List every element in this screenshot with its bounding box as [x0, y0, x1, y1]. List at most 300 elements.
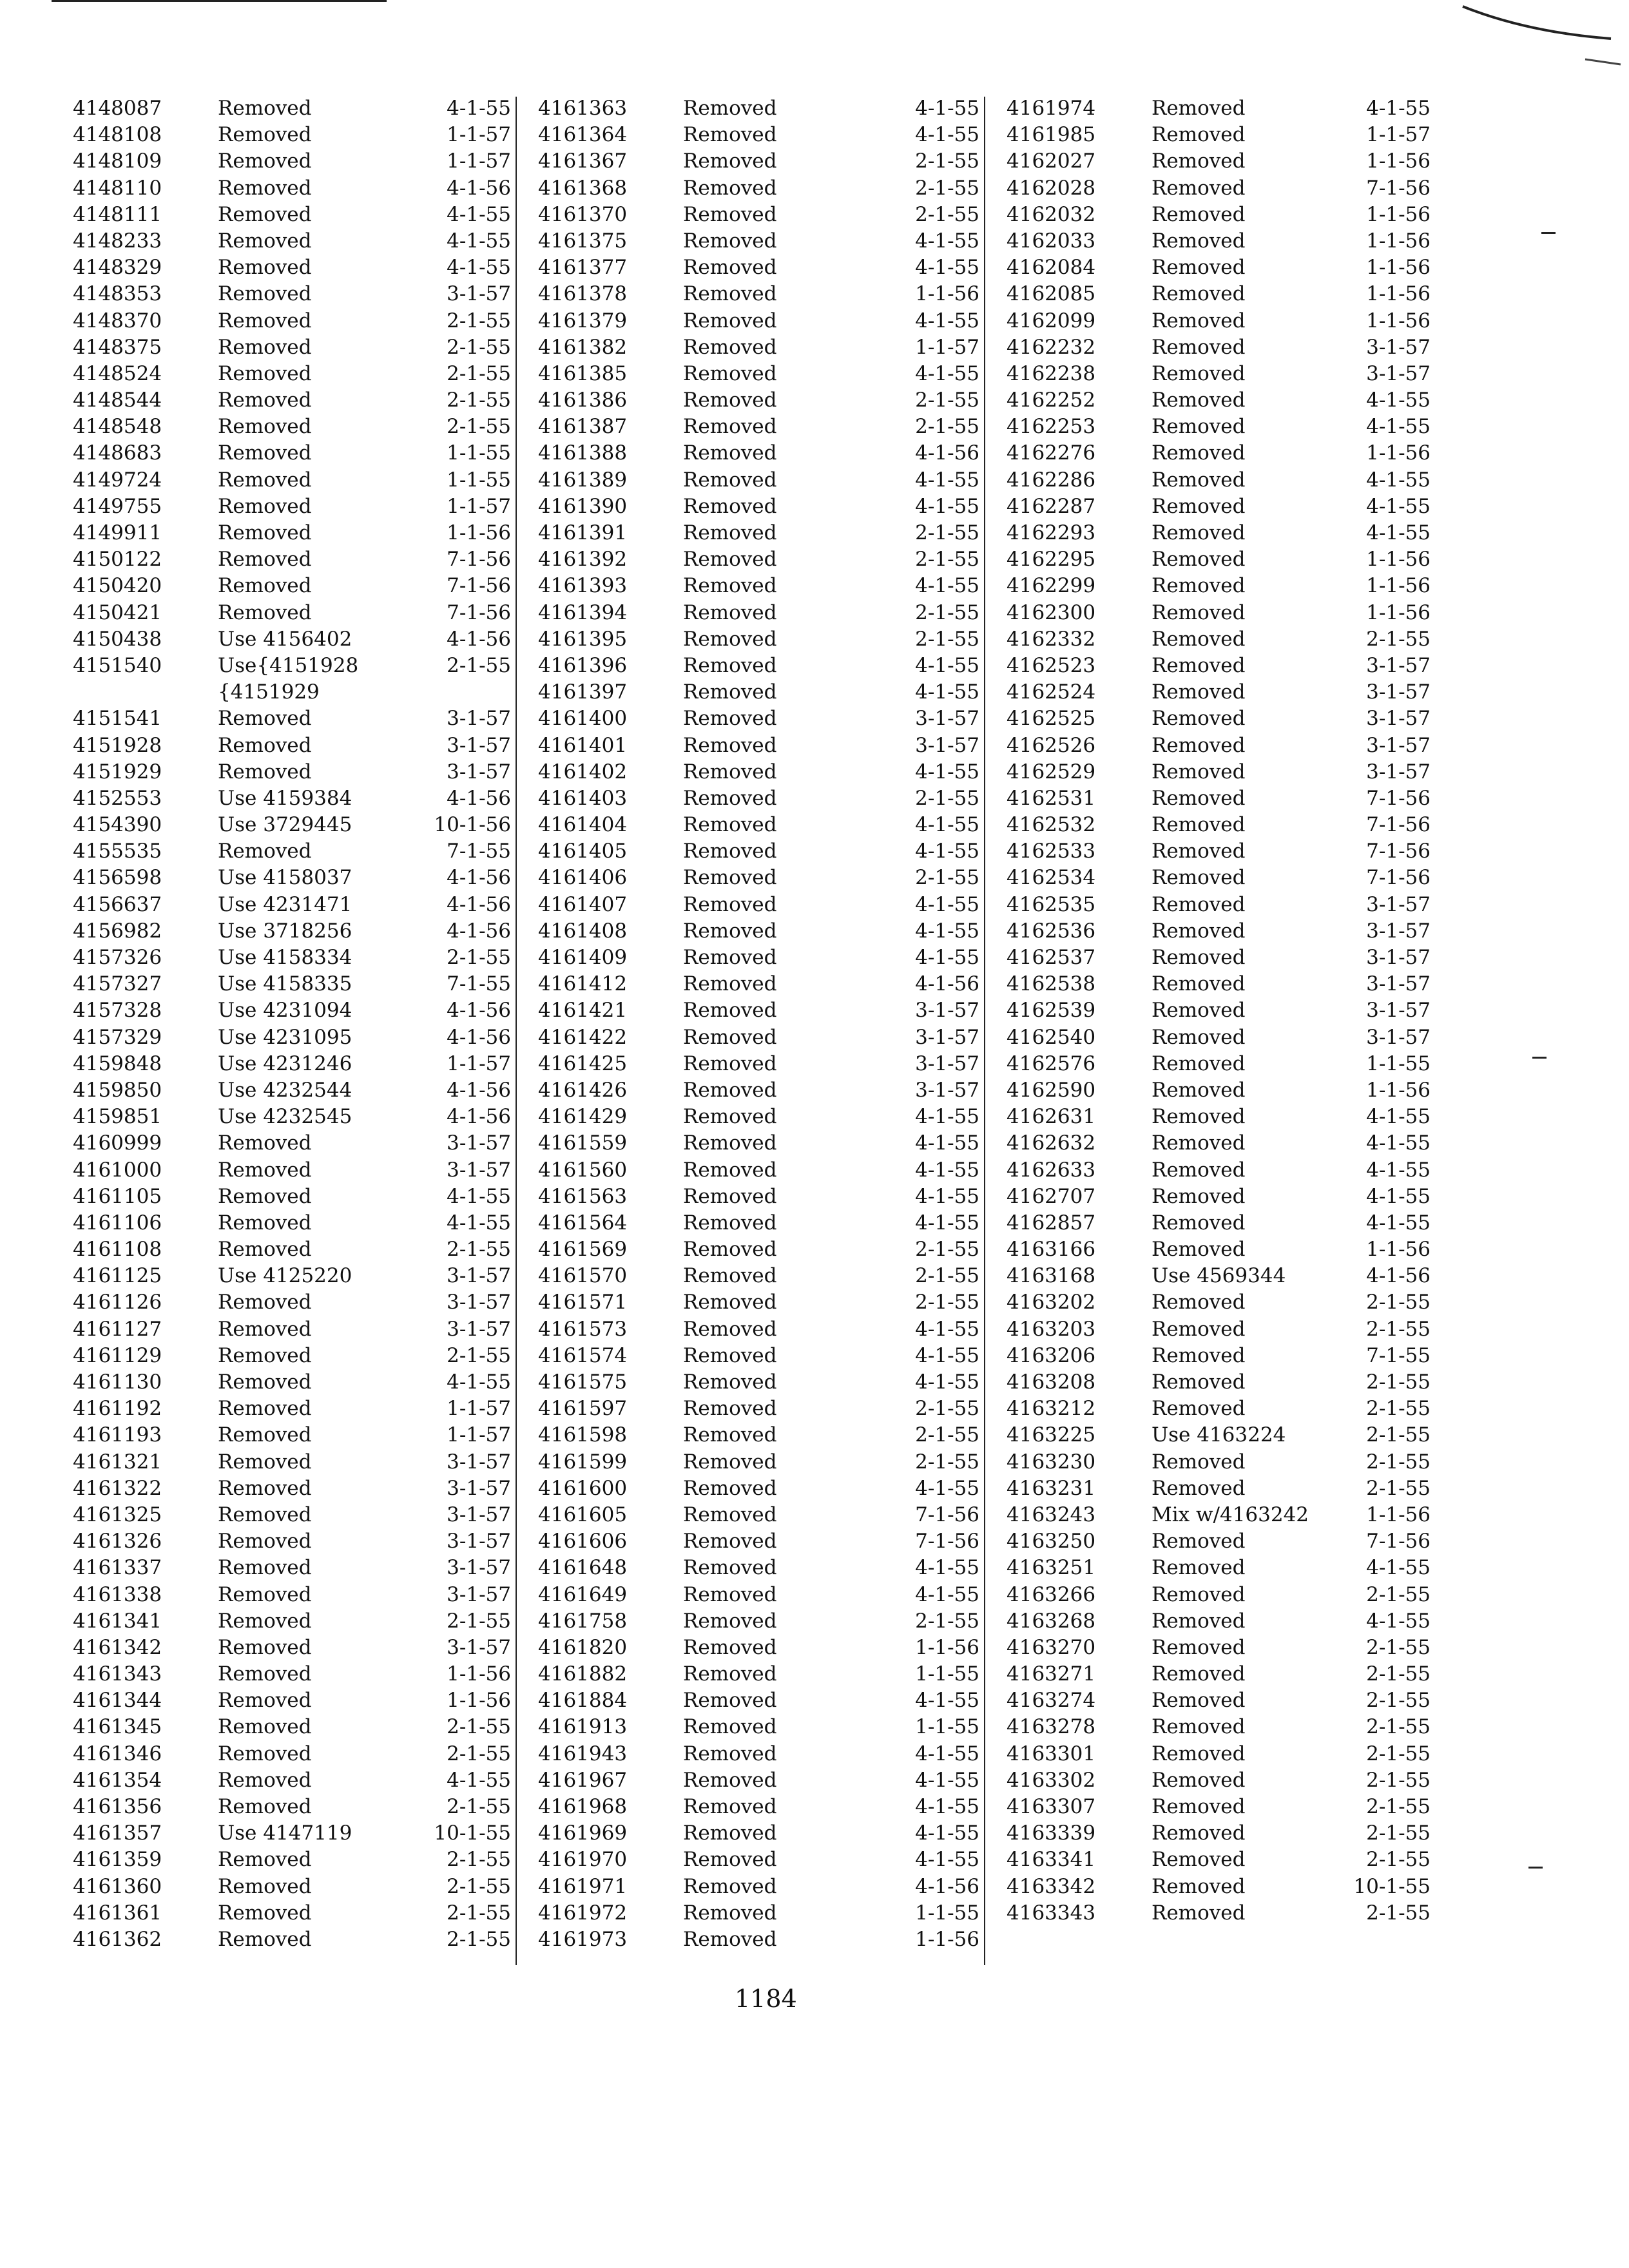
effective-date: 1-1-57 — [447, 1052, 511, 1075]
table-row — [73, 653, 511, 679]
part-number: 4161648 — [538, 1556, 628, 1580]
part-number: 4161375 — [538, 229, 628, 253]
part-number: 4161394 — [538, 601, 628, 624]
effective-date: 1-1-56 — [915, 1927, 979, 1951]
status-text: Removed — [218, 1662, 312, 1686]
table-row — [1007, 653, 1431, 679]
table-row — [538, 1104, 979, 1130]
status-text: Removed — [1152, 707, 1246, 731]
effective-date: 3-1-57 — [1366, 1025, 1431, 1049]
effective-date: 2-1-55 — [915, 627, 979, 651]
effective-date: 2-1-55 — [447, 309, 511, 332]
table-row — [73, 945, 511, 971]
part-number: 4154390 — [73, 813, 162, 837]
part-number: 4162707 — [1007, 1184, 1096, 1208]
status-text: Removed — [218, 415, 312, 439]
part-number: 4161343 — [73, 1662, 162, 1686]
effective-date: 7-1-56 — [1366, 813, 1431, 837]
part-number: 4151929 — [73, 760, 162, 783]
effective-date: 2-1-55 — [447, 653, 511, 677]
table-row — [73, 1343, 511, 1369]
effective-date: 1-1-56 — [915, 282, 979, 306]
status-text: Removed — [683, 1450, 777, 1474]
status-text: Removed — [683, 468, 777, 492]
status-text: Removed — [683, 892, 777, 916]
effective-date: 3-1-57 — [1366, 335, 1431, 359]
part-number: 4157328 — [73, 999, 162, 1023]
table-row — [538, 361, 979, 387]
part-number: 4162532 — [1007, 813, 1096, 837]
effective-date: 4-1-55 — [915, 1742, 979, 1765]
part-number: 4160999 — [73, 1131, 162, 1155]
part-number: 4162084 — [1007, 256, 1096, 280]
part-number: 4162332 — [1007, 627, 1096, 651]
effective-date: 3-1-57 — [447, 1530, 511, 1553]
table-row — [1007, 997, 1431, 1024]
status-text: Removed — [683, 1343, 777, 1367]
parts-column-1 — [73, 95, 511, 1953]
effective-date: 1-1-56 — [915, 1635, 979, 1659]
part-number: 4161356 — [73, 1795, 162, 1818]
part-number: 4161402 — [538, 760, 628, 783]
part-number: 4163339 — [1007, 1821, 1096, 1845]
table-row — [538, 255, 979, 281]
effective-date: 4-1-55 — [915, 760, 979, 783]
effective-date: 1-1-56 — [1366, 1078, 1431, 1102]
effective-date: 2-1-55 — [1366, 1821, 1431, 1845]
part-number: 4161600 — [538, 1476, 628, 1500]
part-number: 4161407 — [538, 892, 628, 916]
status-text: Removed — [218, 707, 312, 731]
part-number: 4163278 — [1007, 1715, 1096, 1739]
effective-date: 3-1-57 — [447, 1556, 511, 1580]
status-text: Removed — [683, 176, 777, 200]
part-number: 4161758 — [538, 1609, 628, 1633]
table-row — [73, 785, 511, 812]
status-text: Removed — [683, 1158, 777, 1182]
table-row — [538, 600, 979, 626]
margin-tick — [1528, 1867, 1543, 1869]
part-number: 4162300 — [1007, 601, 1096, 624]
part-number: 4161971 — [538, 1874, 628, 1898]
status-text: Removed — [683, 361, 777, 385]
part-number: 4163343 — [1007, 1901, 1096, 1925]
status-text: Removed — [1152, 282, 1246, 306]
status-text: Removed — [683, 441, 777, 465]
status-text: Removed — [1152, 548, 1246, 572]
part-number: 4149724 — [73, 468, 162, 492]
status-text: Removed — [683, 149, 777, 173]
part-number: 4161409 — [538, 946, 628, 969]
part-number: 4148111 — [73, 202, 162, 226]
table-row — [538, 1210, 979, 1236]
part-number: 4162253 — [1007, 415, 1096, 439]
effective-date: 3-1-57 — [1366, 946, 1431, 969]
status-text: Removed — [683, 1476, 777, 1500]
table-row — [538, 1024, 979, 1051]
effective-date: 2-1-55 — [915, 866, 979, 890]
part-number: 4161321 — [73, 1450, 162, 1474]
effective-date: 1-1-56 — [447, 1662, 511, 1686]
effective-date: 3-1-57 — [447, 1264, 511, 1288]
table-row — [73, 759, 511, 785]
part-number: 4161382 — [538, 335, 628, 359]
effective-date: 7-1-56 — [915, 1503, 979, 1526]
effective-date: 4-1-55 — [447, 97, 511, 120]
effective-date: 2-1-55 — [1366, 1476, 1431, 1500]
status-text: Removed — [1152, 1317, 1246, 1341]
part-number: 4163274 — [1007, 1689, 1096, 1713]
table-row — [538, 1794, 979, 1820]
status-text: Removed — [218, 1317, 312, 1341]
table-row — [538, 281, 979, 307]
part-number: 4161563 — [538, 1184, 628, 1208]
margin-tick — [1541, 232, 1556, 234]
effective-date: 3-1-57 — [447, 1291, 511, 1314]
effective-date: 4-1-55 — [1366, 1556, 1431, 1580]
effective-date: 4-1-55 — [447, 256, 511, 280]
status-text: Removed — [218, 1582, 312, 1606]
table-row — [73, 1184, 511, 1210]
status-text: Removed — [683, 1768, 777, 1792]
status-text: Use 4231094 — [218, 999, 352, 1023]
effective-date: 1-1-55 — [915, 1715, 979, 1739]
part-number: 4162526 — [1007, 733, 1096, 757]
effective-date: 1-1-56 — [1366, 202, 1431, 226]
part-number: 4161564 — [538, 1211, 628, 1235]
scan-artifact-stroke — [1463, 6, 1611, 39]
table-row — [538, 334, 979, 361]
effective-date: 2-1-55 — [1366, 1689, 1431, 1713]
part-number: 4161362 — [73, 1927, 162, 1951]
effective-date: 7-1-56 — [915, 1530, 979, 1553]
table-row — [538, 626, 979, 653]
table-row — [73, 1024, 511, 1051]
column-divider — [984, 97, 985, 1965]
part-number: 4162536 — [1007, 919, 1096, 943]
status-text: Removed — [1152, 840, 1246, 863]
part-number: 4161367 — [538, 149, 628, 173]
status-text: Removed — [218, 309, 312, 332]
part-number: 4162540 — [1007, 1025, 1096, 1049]
table-row — [538, 228, 979, 255]
part-number: 4161403 — [538, 786, 628, 810]
part-number: 4162538 — [1007, 972, 1096, 996]
table-row — [538, 440, 979, 466]
table-row — [73, 997, 511, 1024]
table-row — [538, 122, 979, 148]
effective-date: 7-1-56 — [447, 574, 511, 598]
status-text: Removed — [683, 1874, 777, 1898]
table-row — [73, 334, 511, 361]
table-row — [538, 1635, 979, 1661]
part-number: 4163212 — [1007, 1397, 1096, 1421]
part-number: 4162576 — [1007, 1052, 1096, 1075]
effective-date: 4-1-55 — [1366, 1131, 1431, 1155]
table-row — [73, 1289, 511, 1316]
effective-date: 4-1-55 — [915, 468, 979, 492]
part-number: 4162535 — [1007, 892, 1096, 916]
table-row — [538, 653, 979, 679]
effective-date: 1-1-57 — [1366, 123, 1431, 147]
status-text: Removed — [1152, 1530, 1246, 1553]
status-text: Removed — [218, 1211, 312, 1235]
status-text: Removed — [1152, 919, 1246, 943]
table-row — [1007, 759, 1431, 785]
effective-date: 4-1-55 — [915, 1821, 979, 1845]
table-row — [73, 148, 511, 175]
table-row — [1007, 1024, 1431, 1051]
effective-date: 4-1-55 — [1366, 1211, 1431, 1235]
table-row — [538, 1608, 979, 1635]
table-row — [73, 95, 511, 122]
part-number: 4148548 — [73, 415, 162, 439]
table-row — [538, 679, 979, 706]
part-number: 4163268 — [1007, 1609, 1096, 1633]
status-text: Removed — [683, 574, 777, 598]
status-text: Removed — [218, 548, 312, 572]
table-row — [538, 785, 979, 812]
effective-date: 2-1-55 — [915, 202, 979, 226]
table-row — [73, 865, 511, 891]
table-row — [73, 838, 511, 865]
effective-date: 2-1-55 — [447, 415, 511, 439]
part-number: 4151540 — [73, 653, 162, 677]
status-text: Removed — [683, 972, 777, 996]
effective-date: 1-1-56 — [1366, 601, 1431, 624]
part-number: 4162033 — [1007, 229, 1096, 253]
table-row — [73, 733, 511, 759]
status-text: Removed — [218, 202, 312, 226]
table-row — [1007, 945, 1431, 971]
part-number: 4161000 — [73, 1158, 162, 1182]
table-row — [73, 1555, 511, 1581]
status-text: Removed — [683, 999, 777, 1023]
effective-date: 3-1-57 — [1366, 361, 1431, 385]
effective-date: 1-1-57 — [447, 494, 511, 518]
part-number: 4163166 — [1007, 1238, 1096, 1262]
table-row — [1007, 1130, 1431, 1157]
status-text: Removed — [1152, 441, 1246, 465]
table-row — [1007, 255, 1431, 281]
part-number: 4163250 — [1007, 1530, 1096, 1553]
table-row — [73, 1369, 511, 1396]
table-row — [73, 1635, 511, 1661]
column-divider — [516, 97, 517, 1965]
table-row — [538, 467, 979, 494]
effective-date: 3-1-57 — [915, 733, 979, 757]
effective-date: 4-1-55 — [447, 1211, 511, 1235]
effective-date: 4-1-55 — [915, 1476, 979, 1500]
status-text: Removed — [1152, 1476, 1246, 1500]
status-text: Use 4125220 — [218, 1264, 352, 1288]
effective-date: 3-1-57 — [915, 999, 979, 1023]
part-number: 4161341 — [73, 1609, 162, 1633]
table-row — [538, 1289, 979, 1316]
status-text: Removed — [1152, 149, 1246, 173]
table-row — [538, 1767, 979, 1794]
table-row — [73, 1263, 511, 1289]
effective-date: 2-1-55 — [1366, 1450, 1431, 1474]
part-number: 4155535 — [73, 840, 162, 863]
part-number: 4161338 — [73, 1582, 162, 1606]
part-number: 4161378 — [538, 282, 628, 306]
part-number: 4163208 — [1007, 1370, 1096, 1394]
part-number: 4161345 — [73, 1715, 162, 1739]
effective-date: 2-1-55 — [1366, 1291, 1431, 1314]
status-text: Removed — [1152, 1211, 1246, 1235]
part-number: 4162286 — [1007, 468, 1096, 492]
part-number: 4162590 — [1007, 1078, 1096, 1102]
effective-date: 3-1-57 — [1366, 653, 1431, 677]
effective-date: 2-1-55 — [1366, 1635, 1431, 1659]
table-row — [73, 1502, 511, 1528]
table-row — [73, 1847, 511, 1873]
table-row — [1007, 334, 1431, 361]
part-number: 4161392 — [538, 548, 628, 572]
part-number: 4161973 — [538, 1927, 628, 1951]
effective-date: 3-1-57 — [915, 1052, 979, 1075]
table-row — [1007, 865, 1431, 891]
effective-date: 4-1-56 — [915, 972, 979, 996]
table-row — [1007, 1847, 1431, 1873]
status-text: Removed — [683, 1264, 777, 1288]
status-text: Removed — [218, 1635, 312, 1659]
part-number: 4162537 — [1007, 946, 1096, 969]
table-row — [538, 202, 979, 228]
part-number: 4161370 — [538, 202, 628, 226]
table-row — [73, 1077, 511, 1104]
table-row — [1007, 1210, 1431, 1236]
effective-date: 1-1-56 — [447, 1689, 511, 1713]
table-row — [73, 1608, 511, 1635]
effective-date: 7-1-56 — [1366, 1530, 1431, 1553]
part-number: 4161569 — [538, 1238, 628, 1262]
part-number: 4161193 — [73, 1423, 162, 1447]
effective-date: 4-1-55 — [1366, 97, 1431, 120]
table-row — [1007, 1528, 1431, 1555]
effective-date: 1-1-57 — [447, 149, 511, 173]
part-number: 4161574 — [538, 1343, 628, 1367]
status-text: Removed — [1152, 1556, 1246, 1580]
table-row — [73, 1661, 511, 1687]
effective-date: 1-1-56 — [1366, 441, 1431, 465]
effective-date: 2-1-55 — [447, 389, 511, 412]
part-number: 4161322 — [73, 1476, 162, 1500]
part-number: 4161379 — [538, 309, 628, 332]
effective-date: 3-1-57 — [447, 1582, 511, 1606]
effective-date: 7-1-55 — [447, 840, 511, 863]
status-text: Removed — [1152, 813, 1246, 837]
table-row — [1007, 1475, 1431, 1502]
table-row — [73, 812, 511, 838]
status-text: Removed — [218, 1370, 312, 1394]
status-text: Removed — [218, 1238, 312, 1262]
status-text: Removed — [683, 1211, 777, 1235]
status-text: Removed — [683, 1901, 777, 1925]
status-text: Removed — [1152, 494, 1246, 518]
table-row — [538, 1874, 979, 1900]
table-row — [538, 1661, 979, 1687]
table-row — [73, 1582, 511, 1608]
table-row — [1007, 1263, 1431, 1289]
part-number: 4161363 — [538, 97, 628, 120]
table-row — [1007, 122, 1431, 148]
table-row — [538, 1820, 979, 1847]
status-text: Removed — [683, 521, 777, 544]
table-row — [73, 1714, 511, 1740]
effective-date: 2-1-55 — [1366, 1662, 1431, 1686]
table-row — [1007, 838, 1431, 865]
table-row — [1007, 308, 1431, 334]
status-text: Removed — [683, 309, 777, 332]
part-number: 4159850 — [73, 1078, 162, 1102]
part-number: 4163301 — [1007, 1742, 1096, 1765]
effective-date: 2-1-55 — [915, 1423, 979, 1447]
status-text: Removed — [1152, 1238, 1246, 1262]
effective-date: 10-1-55 — [434, 1821, 511, 1845]
table-row — [1007, 467, 1431, 494]
table-row — [538, 148, 979, 175]
effective-date: 1-1-56 — [1366, 309, 1431, 332]
effective-date: 4-1-56 — [447, 919, 511, 943]
effective-date: 7-1-55 — [1366, 1343, 1431, 1367]
effective-date: 2-1-55 — [915, 601, 979, 624]
part-number: 4161884 — [538, 1689, 628, 1713]
part-number: 4161422 — [538, 1025, 628, 1049]
status-text: Use 4232545 — [218, 1105, 352, 1129]
status-text: Removed — [683, 256, 777, 280]
part-number: 4162028 — [1007, 176, 1096, 200]
status-text: Removed — [218, 840, 312, 863]
part-number: 4157329 — [73, 1025, 162, 1049]
effective-date: 7-1-56 — [1366, 786, 1431, 810]
status-text: Removed — [683, 786, 777, 810]
effective-date: 2-1-55 — [1366, 1901, 1431, 1925]
table-row — [1007, 1051, 1431, 1077]
effective-date: 4-1-55 — [915, 123, 979, 147]
effective-date: 3-1-57 — [1366, 972, 1431, 996]
effective-date: 4-1-55 — [915, 1317, 979, 1341]
status-text: Removed — [1152, 1158, 1246, 1182]
effective-date: 2-1-55 — [1366, 1423, 1431, 1447]
part-number: 4148375 — [73, 335, 162, 359]
status-text: Removed — [218, 1768, 312, 1792]
effective-date: 4-1-55 — [915, 256, 979, 280]
part-number: 4161573 — [538, 1317, 628, 1341]
table-row — [1007, 1767, 1431, 1794]
table-row — [538, 1263, 979, 1289]
table-row — [538, 1475, 979, 1502]
effective-date: 1-1-55 — [915, 1901, 979, 1925]
table-row — [73, 918, 511, 945]
table-row — [1007, 1661, 1431, 1687]
effective-date: 4-1-55 — [915, 1768, 979, 1792]
part-number: 4159848 — [73, 1052, 162, 1075]
part-number: 4161429 — [538, 1105, 628, 1129]
effective-date: 4-1-55 — [915, 229, 979, 253]
effective-date: 2-1-55 — [915, 415, 979, 439]
effective-date: 1-1-57 — [447, 123, 511, 147]
part-number: 4163251 — [1007, 1556, 1096, 1580]
status-text: Removed — [1152, 733, 1246, 757]
table-row — [538, 175, 979, 202]
status-text: Removed — [1152, 972, 1246, 996]
effective-date: 4-1-55 — [915, 1158, 979, 1182]
part-number: 4148544 — [73, 389, 162, 412]
status-text: Removed — [1152, 97, 1246, 120]
part-number: 4161385 — [538, 361, 628, 385]
